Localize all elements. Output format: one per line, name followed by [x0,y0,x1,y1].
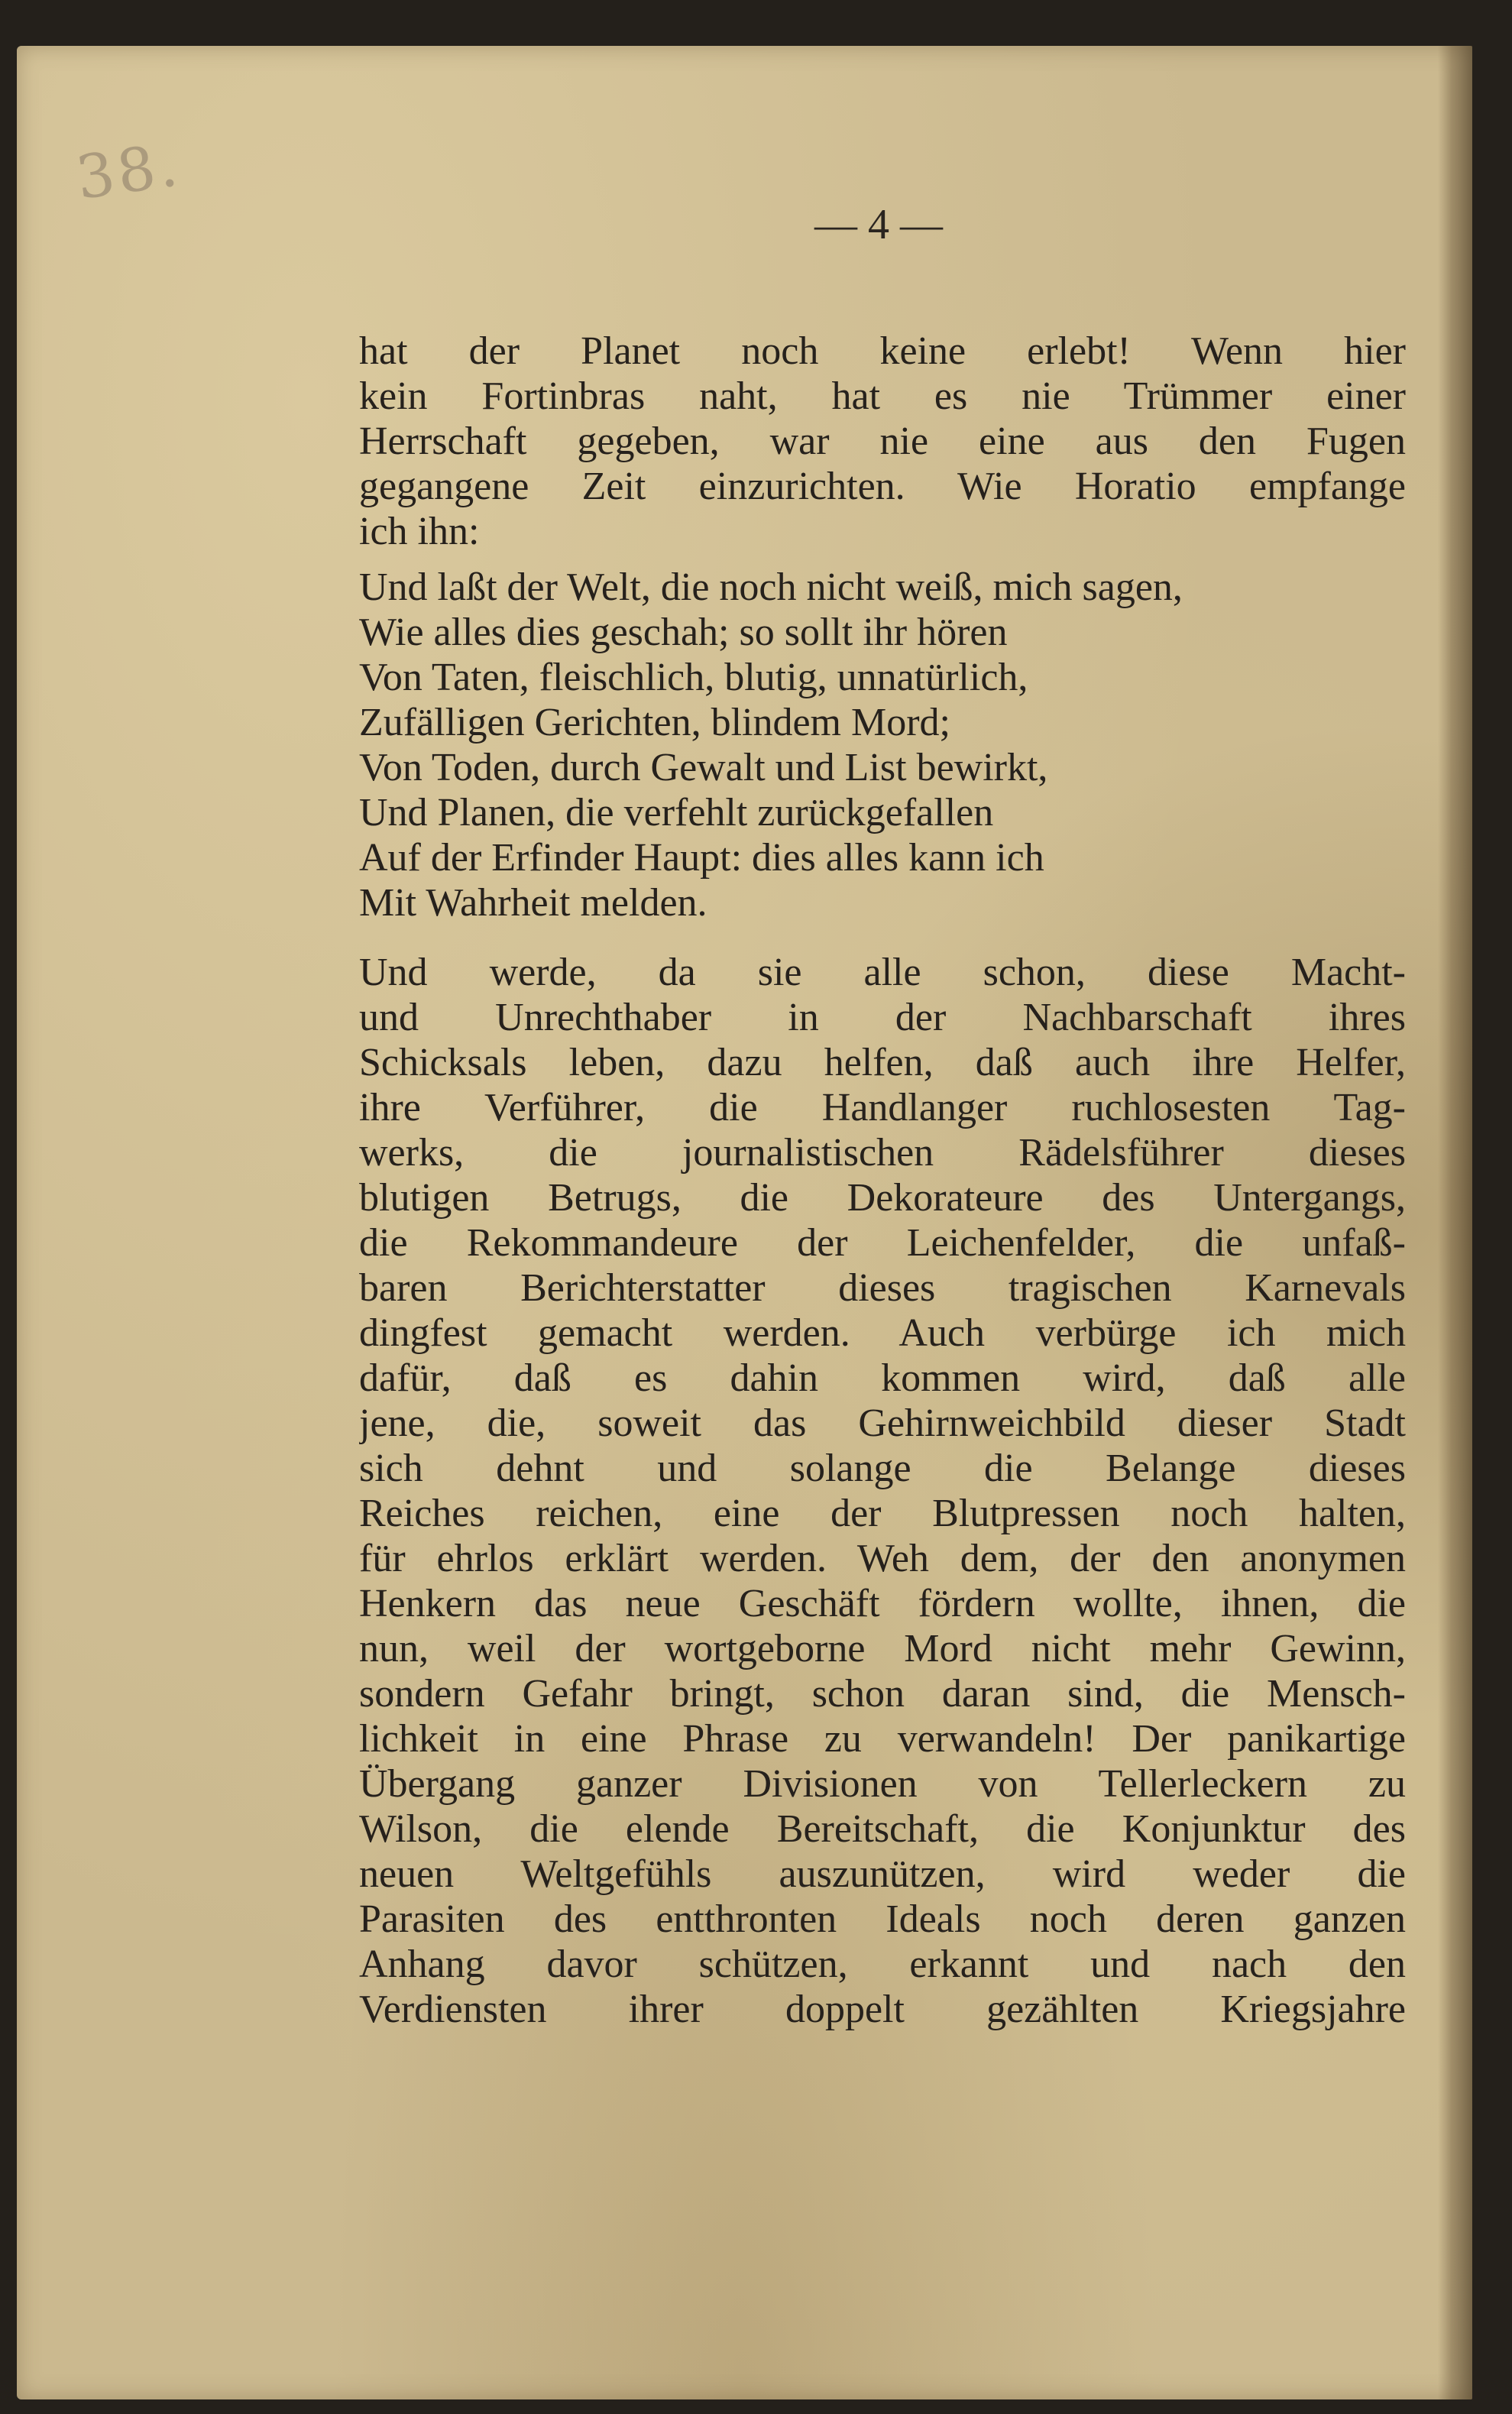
text-line: dingfest gemacht werden. Auch verbürge ich mich [359,1311,1406,1355]
text-line: Verdiensten ihrer doppelt gezählten Kriegsjahre [359,1988,1406,2031]
paragraph-1 [359,329,1406,554]
page-gutter-shadow [1438,46,1472,2399]
verse-line: Und laßt der Welt, die noch nicht weiß, mich sagen, [359,565,1183,609]
text-line: Übergang ganzer Divisionen von Tellerleckern zu [359,1762,1406,1806]
text-line: Und werde, da sie alle schon, diese Macht- [359,951,1406,994]
text-line: werks, die journalistischen Rädelsführer dieses [359,1131,1406,1175]
text-line: Schicksals leben, dazu helfen, daß auch ihre Helfer, [359,1041,1406,1084]
text-line: ich ihn: [359,510,480,553]
body-text [359,329,1406,2032]
verse-line: Wie alles dies geschah; so sollt ihr hören [359,611,1008,654]
text-line: kein Fortinbras naht, hat es nie Trümmer einer [359,374,1406,418]
text-line: sich dehnt und solange die Belange dieses [359,1447,1406,1490]
verse-line: Auf der Erfinder Haupt: dies alles kann ich [359,836,1044,880]
text-line: sondern Gefahr bringt, schon daran sind, die Mensch- [359,1672,1406,1716]
text-line: hat der Planet noch keine erlebt! Wenn hier [359,329,1406,373]
text-line: blutigen Betrugs, die Dekorateure des Untergangs, [359,1176,1406,1220]
pencil-annotation: 38. [72,130,185,214]
text-line: lichkeit in eine Phrase zu verwandeln! Der panikartige [359,1717,1406,1761]
spacer [359,554,1406,565]
text-line: nun, weil der wortgeborne Mord nicht mehr Gewinn, [359,1627,1406,1670]
text-line: Herrschaft gegeben, war nie eine aus den Fugen [359,420,1406,463]
text-line: Henkern das neue Geschäft fördern wollte, ihnen, die [359,1582,1406,1625]
text-line: baren Berichterstatter dieses tragischen Karnevals [359,1266,1406,1310]
verse-line: Von Toden, durch Gewalt und List bewirkt, [359,746,1048,789]
paragraph-2 [359,950,1406,2032]
verse-line: Von Taten, fleischlich, blutig, unnatürlich, [359,656,1028,699]
text-line: Reiches reichen, eine der Blutpressen noch halten, [359,1492,1406,1535]
page-number: — 4 — [814,201,943,248]
text-line: die Rekommandeure der Leichenfelder, die unfaß- [359,1221,1406,1265]
text-line: neuen Weltgefühls auszunützen, wird weder die [359,1852,1406,1896]
text-line: jene, die, soweit das Gehirnweichbild dieser Stadt [359,1401,1406,1445]
text-line: dafür, daß es dahin kommen wird, daß alle [359,1356,1406,1400]
text-line: für ehrlos erklärt werden. Weh dem, der den anonymen [359,1537,1406,1580]
spacer [359,925,1406,950]
text-line: Anhang davor schützen, erkannt und nach den [359,1943,1406,1986]
verse-quote [359,565,1406,925]
text-line: und Unrechthaber in der Nachbarschaft ihres [359,996,1406,1039]
text-line: ihre Verführer, die Handlanger ruchlosesten Tag- [359,1086,1406,1129]
text-line: gegangene Zeit einzurichten. Wie Horatio empfange [359,465,1406,508]
verse-line: Mit Wahrheit melden. [359,881,707,925]
text-line: Wilson, die elende Bereitschaft, die Konjunktur des [359,1807,1406,1851]
text-line: Parasiten des entthronten Ideals noch deren ganzen [359,1897,1406,1941]
verse-line: Zufälligen Gerichten, blindem Mord; [359,701,951,744]
verse-line: Und Planen, die verfehlt zurückgefallen [359,791,994,834]
